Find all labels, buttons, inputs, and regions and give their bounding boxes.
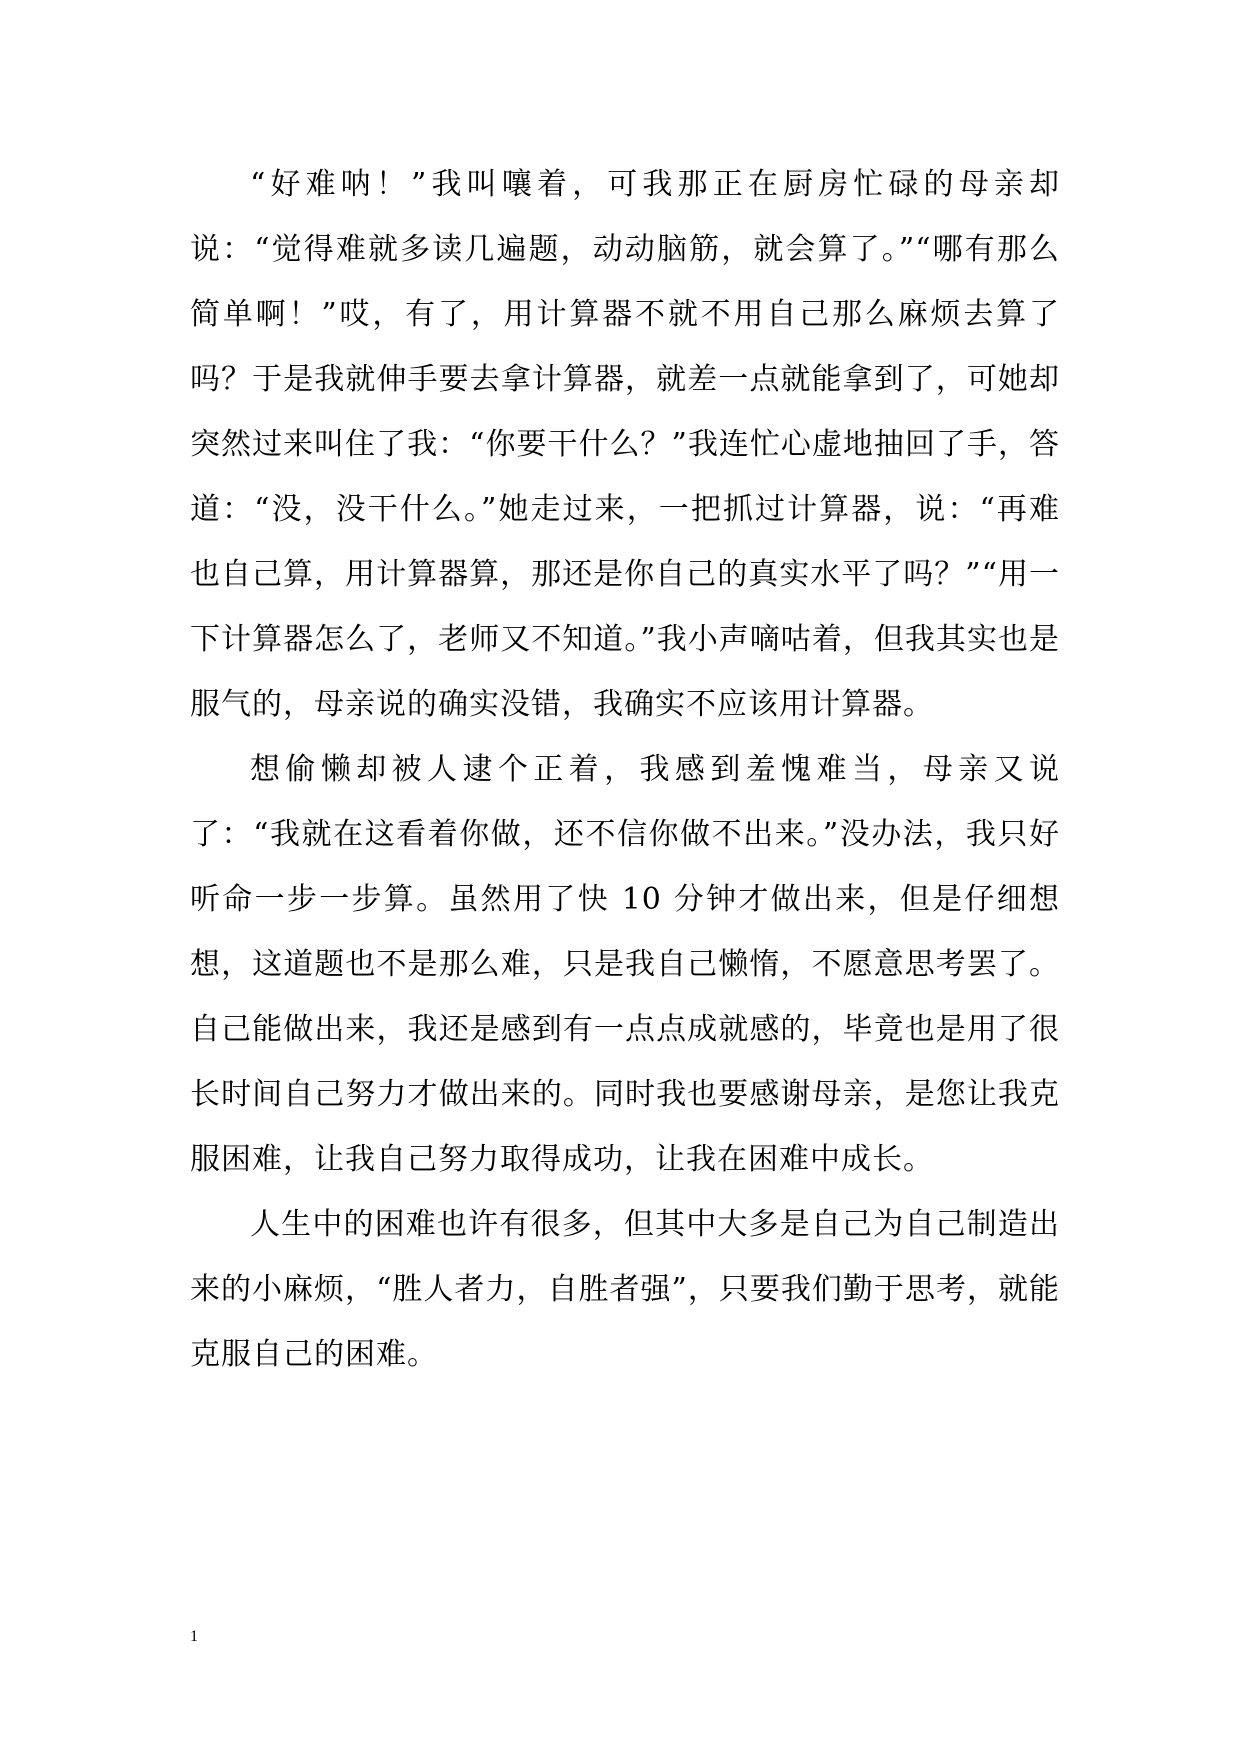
page-number: 1 <box>190 1628 198 1645</box>
document-body <box>190 152 1060 1387</box>
paragraph-1: “好难呐！”我叫嚷着，可我那正在厨房忙碌的母亲却说：“觉得难就多读几遍题，动动脑筋，就会算了。”“哪有那么简单啊！”哎，有了，用计算器不就不用自己那么麻烦去算了吗？于是我就伸手要去拿计算器，就差一点就能拿到了，可她却突然过来叫住了我：“你要干什么？”我连忙心虚地抽回了手，答道：“没，没干什么。”她走过来，一把抓过计算器，说：“再难也自己算，用计算器算，那还是你自己的真实水平了吗？”“用一下计算器怎么了，老师又不知道。”我小声嘀咕着，但我其实也是服气的，母亲说的确实没错，我确实不应该用计算器。 <box>190 167 1060 722</box>
paragraph-3: 人生中的困难也许有很多，但其中大多是自己为自己制造出来的小麻烦，“胜人者力，自胜者强”，只要我们勤于思考，就能克服自己的困难。 <box>190 1207 1060 1372</box>
paragraph-2: 想偷懒却被人逮个正着，我感到羞愧难当，母亲又说了：“我就在这看着你做，还不信你做不出来。”没办法，我只好听命一步一步算。虽然用了快 10 分钟才做出来，但是仔细想想，这道题也不是那么难，只是我自己懒惰，不愿意思考罢了。自己能做出来，我还是感到有一点点成就感的，毕竟也是用了很长时间自己努力才做出来的。同时我也要感谢母亲，是您让我克服困难，让我自己努力取得成功，让我在困难中成长。 <box>190 752 1060 1177</box>
